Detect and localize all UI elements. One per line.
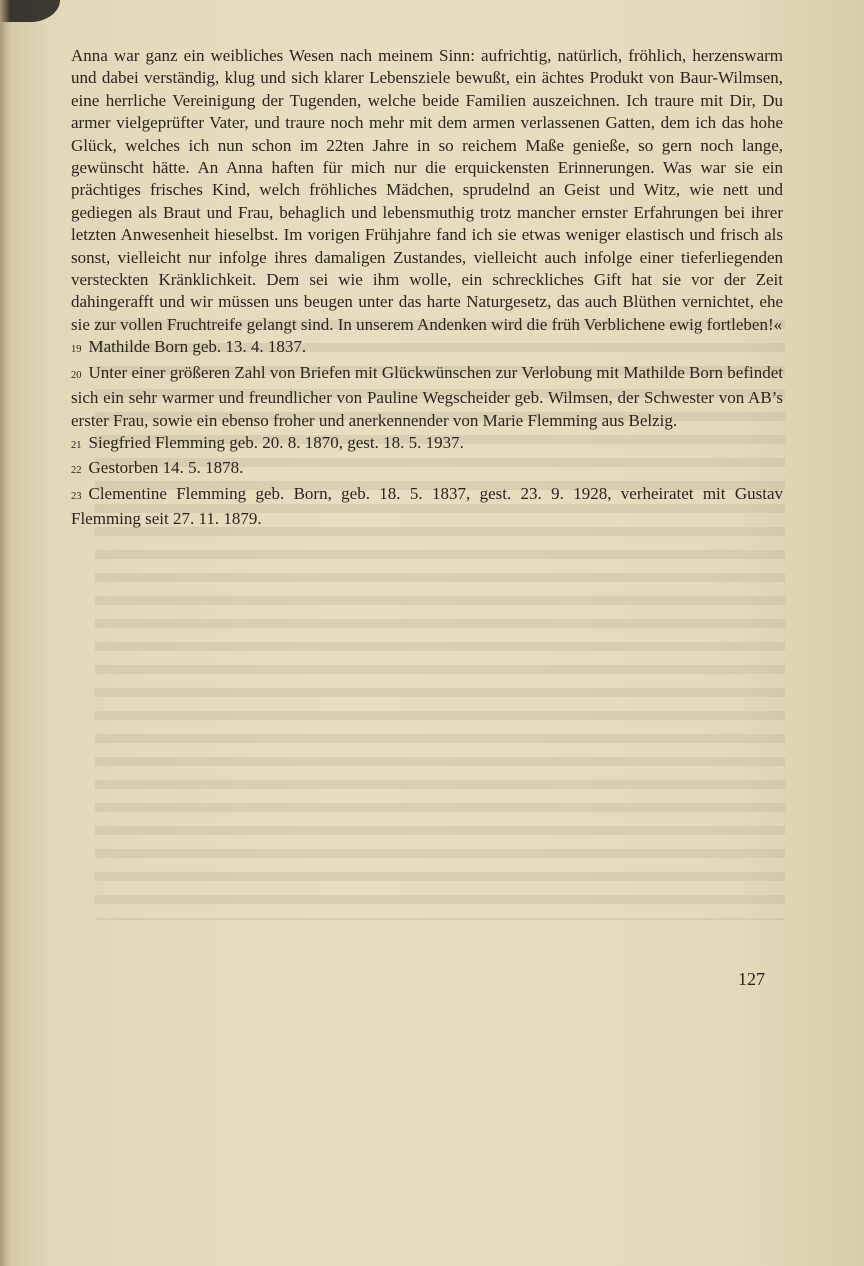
letter-paragraph: Anna war ganz ein weibliches Wesen nach meinem Sinn: aufrichtig, natürlich, fröhlich, herzenswarm und dabei verständig, klug und sich klarer Lebensziele bewußt, ein ächtes Produkt von Baur-Wilmsen, eine herrliche Vereinigung der Tugenden, welche beide Familien auszeichnen. Ich traure mit Dir, Du armer vielgeprüfter Vater, und traure noch mehr mit dem armen verlassenen Gatten, dem ich das hohe Glück, welches ich nun schon im 22ten Jahre in so reichem Maße genieße, so gern noch lange, gewünscht hätte. An Anna haften für mich nur die erquickensten Erinnerungen. Was war sie ein prächtiges frisches Kind, welch fröhliches Mädchen, sprudelnd an Geist und Witz, wie nett und gediegen als Braut und Frau, behaglich und lebensmuthig trotz mancher ernster Erfahrungen bei ihrer letzten Anwesenheit hieselbst. Im vorigen Frühjahre fand ich sie etwas weniger elastisch und frisch als sonst, vielleicht nur infolge ihres damaligen Zustandes, vielleicht auch infolge einer tieferliegenden versteckten Kränklichkeit. Dem sei wie ihm wolle, ein schreckliches Gift hat sie vor der Zeit dahingerafft und wir müssen uns beugen unter das harte Naturgesetz, das auch Blüthen vernichtet, ehe sie zur vollen Fruchtreife gelangt sind. In unserem Andenken wird die früh Verblichene ewig fortleben!«: [71, 46, 783, 334]
footnote-23: [71, 483, 783, 531]
footnote-number: 21: [71, 439, 82, 451]
footnote-number: 19: [71, 344, 82, 356]
page-gutter-shadow: [0, 0, 10, 1266]
footnote-number: 23: [71, 490, 82, 502]
footnote-text: Mathilde Born geb. 13. 4. 1837.: [88, 337, 307, 357]
footnote-21: [71, 432, 783, 457]
footnote-number: 20: [71, 369, 82, 381]
footnote-number: 22: [71, 465, 82, 477]
footnote-text: Siegfried Flemming geb. 20. 8. 1870, gest. 18. 5. 1937.: [88, 432, 464, 452]
page-text-block: [71, 45, 783, 531]
page-number: 127: [738, 969, 765, 989]
footnote-22: [71, 457, 783, 482]
footnote-text: Unter einer größeren Zahl von Briefen mit Glückwünschen zur Verlobung mit Mathilde Born befindet sich ein sehr warmer und freundlicher von Pauline Wegscheider geb. Wilmsen, der Schwester von AB’s erster Frau, sowie ein ebenso froher und anerkennender von Marie Flemming aus Belzig.: [71, 362, 783, 430]
footnote-19: [71, 336, 783, 361]
footnote-text: Clementine Flemming geb. Born, geb. 18. 5. 1837, gest. 23. 9. 1928, verheiratet mit Gustav Flemming seit 27. 11. 1879.: [71, 483, 783, 529]
footnote-20: [71, 362, 783, 432]
footnote-text: Gestorben 14. 5. 1878.: [88, 458, 244, 478]
